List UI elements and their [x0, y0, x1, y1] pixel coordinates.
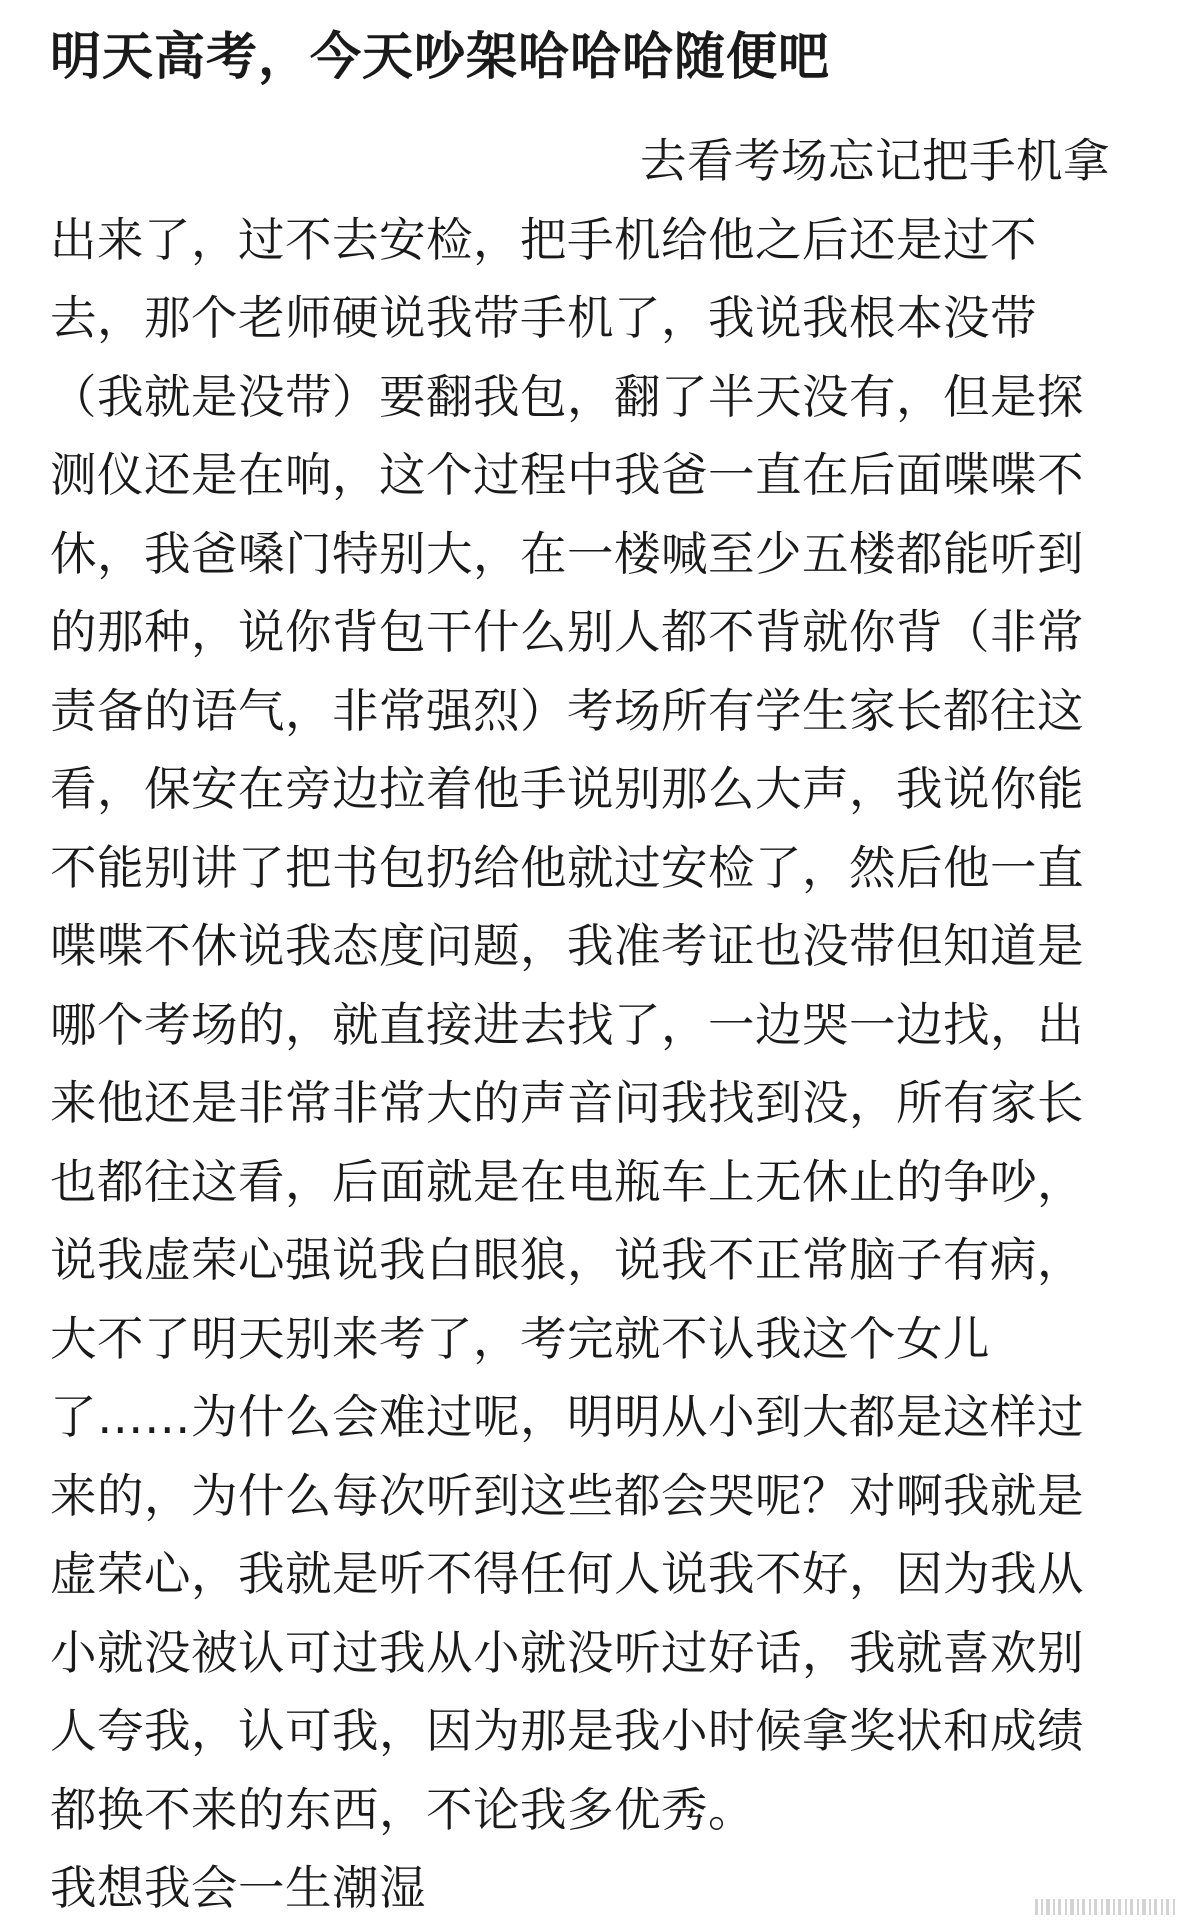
post-body-line: 责备的语气，非常强烈）考场所有学生家长都往这 — [50, 683, 1084, 738]
post-body-line: 虚荣心，我就是听不得任何人说我不好，因为我从 — [50, 1547, 1084, 1601]
post-body-line: 小就没被认可过我从小就没听过好话，我就喜欢别 — [50, 1625, 1084, 1680]
post-body-line: 不能别讲了把书包扔给他就过安检了，然后他一直 — [50, 840, 1084, 895]
post-title: 明天高考，今天吵架哈哈哈随便吧 — [50, 28, 831, 87]
post-body-line: 哪个考场的，就直接进去找了，一边哭一边找，出 — [50, 997, 1084, 1052]
post-body-line: 去看考场忘记把手机拿 — [640, 134, 1110, 188]
post-body-line: 的那种，说你背包干什么别人都不背就你背（非常 — [50, 605, 1084, 659]
post-body-line: 来的，为什么每次听到这些都会哭呢？对啊我就是 — [50, 1468, 1084, 1523]
post-body — [50, 122, 1129, 1928]
post-body-line: 人夸我，认可我，因为那是我小时候拿奖状和成绩 — [50, 1704, 1084, 1758]
post-body-line: 看，保安在旁边拉着他手说别那么大声，我说你能 — [50, 762, 1084, 816]
post-body-line: 去，那个老师硬说我带手机了，我说我根本没带 — [50, 291, 1037, 345]
post-body-line: 都换不来的东西，不论我多优秀。 — [50, 1782, 755, 1837]
post-body-line: 说我虚荣心强说我白眼狼，说我不正常脑子有病， — [50, 1233, 1084, 1287]
post-body-line: 喋喋不休说我态度问题，我准考证也没带但知道是 — [50, 919, 1084, 973]
post-body-line: 来他还是非常非常大的声音问我找到没，所有家长 — [50, 1076, 1084, 1130]
post-body-line: （我就是没带）要翻我包，翻了半天没有，但是探 — [50, 369, 1084, 424]
post-body-line: 休，我爸嗓门特别大，在一楼喊至少五楼都能听到 — [50, 526, 1084, 581]
post-body-line: 也都往这看，后面就是在电瓶车上无休止的争吵， — [50, 1154, 1084, 1209]
post-body-line: 大不了明天别来考了，考完就不认我这个女儿 — [50, 1311, 990, 1366]
post-body-line: 了……为什么会难过呢，明明从小到大都是这样过 — [50, 1390, 1084, 1444]
post-body-line: 测仪还是在响，这个过程中我爸一直在后面喋喋不 — [50, 448, 1084, 502]
watermark-icon — [1033, 1895, 1179, 1917]
post-body-line: 出来了，过不去安检，把手机给他之后还是过不 — [50, 212, 1037, 267]
post-body-line: 我想我会一生潮湿 — [50, 1861, 426, 1915]
